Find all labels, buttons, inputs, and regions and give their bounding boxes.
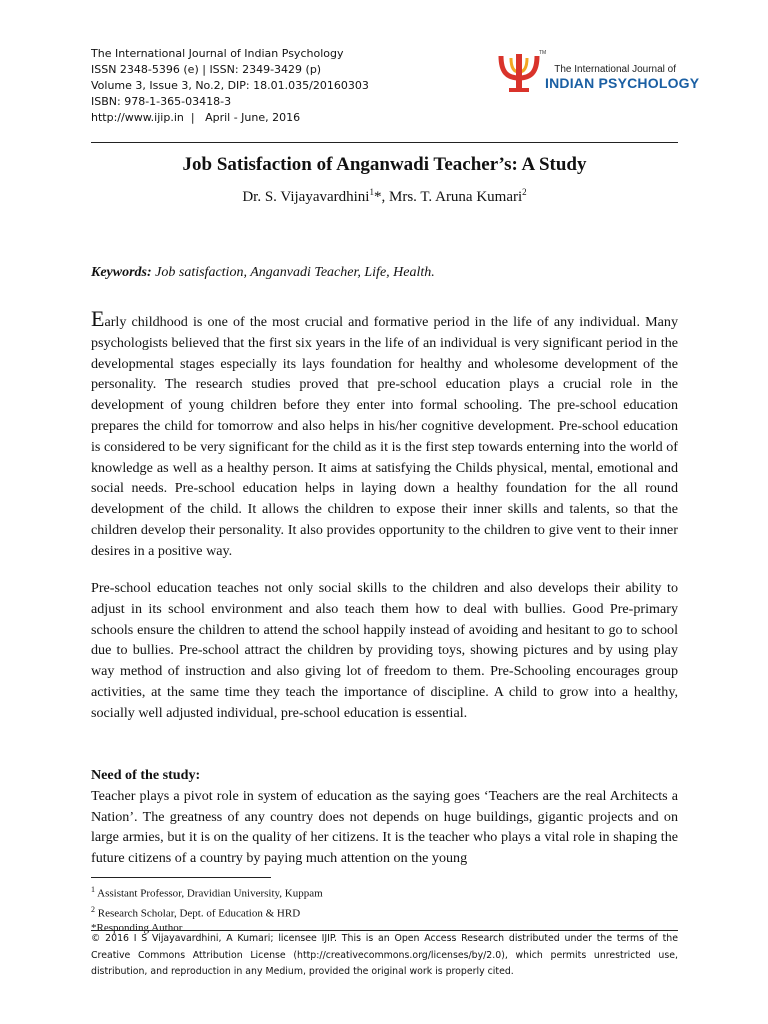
keywords (91, 265, 435, 281)
paragraph-2-text: Pre-school education teaches not only social skills to the children and also develops their ability to adjust in its school environment and also teach them how to deal with bullies. Good Pre-primary schools ensure the children to attend the school happily instead of avoiding and hesitant to go to school due to bullies. Pre-school attract the children by providing toys, showing pictures and by using play way method of instruction and also giving lot of freedom to them. Pre-Schooling encourages group activities, at the same time they teach the importance of discipline. A child to grow into a healthy, socially well adjusted individual, pre-school education is essential. (91, 580, 678, 721)
url-date-line (91, 110, 391, 126)
paragraph-1 (91, 306, 678, 562)
journal-header (91, 46, 391, 126)
paragraph-2 (91, 578, 678, 724)
trademark-mark: TM (539, 50, 547, 56)
footnote-3: *Responding Author (91, 922, 183, 935)
isbn-line: ISBN: 978-1-365-03418-3 (91, 95, 232, 108)
footnotes (91, 882, 323, 936)
issue-date: April - June, 2016 (205, 111, 301, 124)
volume-line: Volume 3, Issue 3, No.2, DIP: 18.01.035/20160303 (91, 79, 369, 92)
license-notice: © 2016 I S Vijayavardhini, A Kumari; licensee IJIP. This is an Open Access Research distributed under the terms of the Creative Commons Attribution License (http://creativecommons.org/licenses/by/2.0), which permits unrestricted use, distribution, and reproduction in any Medium, provided the original work is properly cited. (91, 933, 678, 977)
journal-name: The International Journal of Indian Psychology (91, 47, 344, 60)
paper-title: Job Satisfaction of Anganwadi Teacher’s: A Study (182, 154, 587, 175)
psi-logo-icon (495, 50, 543, 98)
author-line (91, 187, 678, 206)
author-1-mark: 1 (369, 187, 374, 197)
footnote-2: $^2$ Research Scholar, Dept. of Education & HRD (91, 904, 301, 920)
journal-logo (495, 50, 700, 98)
author-1: Dr. S. Vijayavardhini (242, 189, 370, 205)
author-2-mark: 2 (522, 187, 527, 197)
footnote-divider (91, 877, 271, 878)
logo-title: INDIAN PSYCHOLOGY (545, 75, 700, 91)
section-text: Teacher plays a pivot role in system of education as the saying goes ‘Teachers are the real Architects a Nation’. The greatness of any country does not depends on huge buildings, gigantic projects and on large armies, but it is on the quality of her citizens. It is the teacher who plays a vital role in shaping the future citizens of a country by paying much attention on the young (91, 787, 678, 867)
responding-star: *, (373, 189, 386, 205)
footnote-1: $^1$ Assistant Professor, Dravidian University, Kuppam (91, 885, 323, 900)
need-of-study-section (91, 765, 678, 869)
author-2: Mrs. T. Aruna Kumari (388, 189, 523, 205)
issn-line: ISSN 2348-5396 (e) | ISSN: 2349-3429 (p) (91, 63, 322, 76)
header-divider (91, 142, 678, 143)
paragraph-1-text: arly childhood is one of the most crucial and formative period in the life of any individual. Many psychologists believed that the first six years in the life of an individual is very significant period in the developmental stages especially its lays foundation for healthy and wholesome development of the personality. The research studies proved that pre-school education plays a crucial role in the development of young children before they enter into formal schooling. The pre-school education prepares the child for tomorrow and also helps in his/her cognitive development. Pre-school education is considered to be very significant for the child as it is the first step towards enterning into the world of knowledge as well as a healthy person. It aims at satisfying the Childs physical, mental, emotional and social needs. Pre-school education helps in laying down a healthy foundation for the all round development of the child. It allows the children to expose their inner skills and talents, so that the children develop their personality. It also provides opportunity to the children to give vent to their inner desires in a positive way. (91, 314, 678, 559)
separator: | (190, 111, 195, 124)
keywords-label: Keywords: (91, 265, 152, 280)
keywords-text: Job satisfaction, Anganvadi Teacher, Life, Health. (155, 265, 435, 280)
logo-subtitle: The International Journal of (554, 64, 676, 75)
section-heading: Need of the study: (91, 767, 201, 783)
journal-url-link[interactable]: http://www.ijip.in (91, 111, 184, 124)
drop-cap: E (91, 306, 105, 331)
